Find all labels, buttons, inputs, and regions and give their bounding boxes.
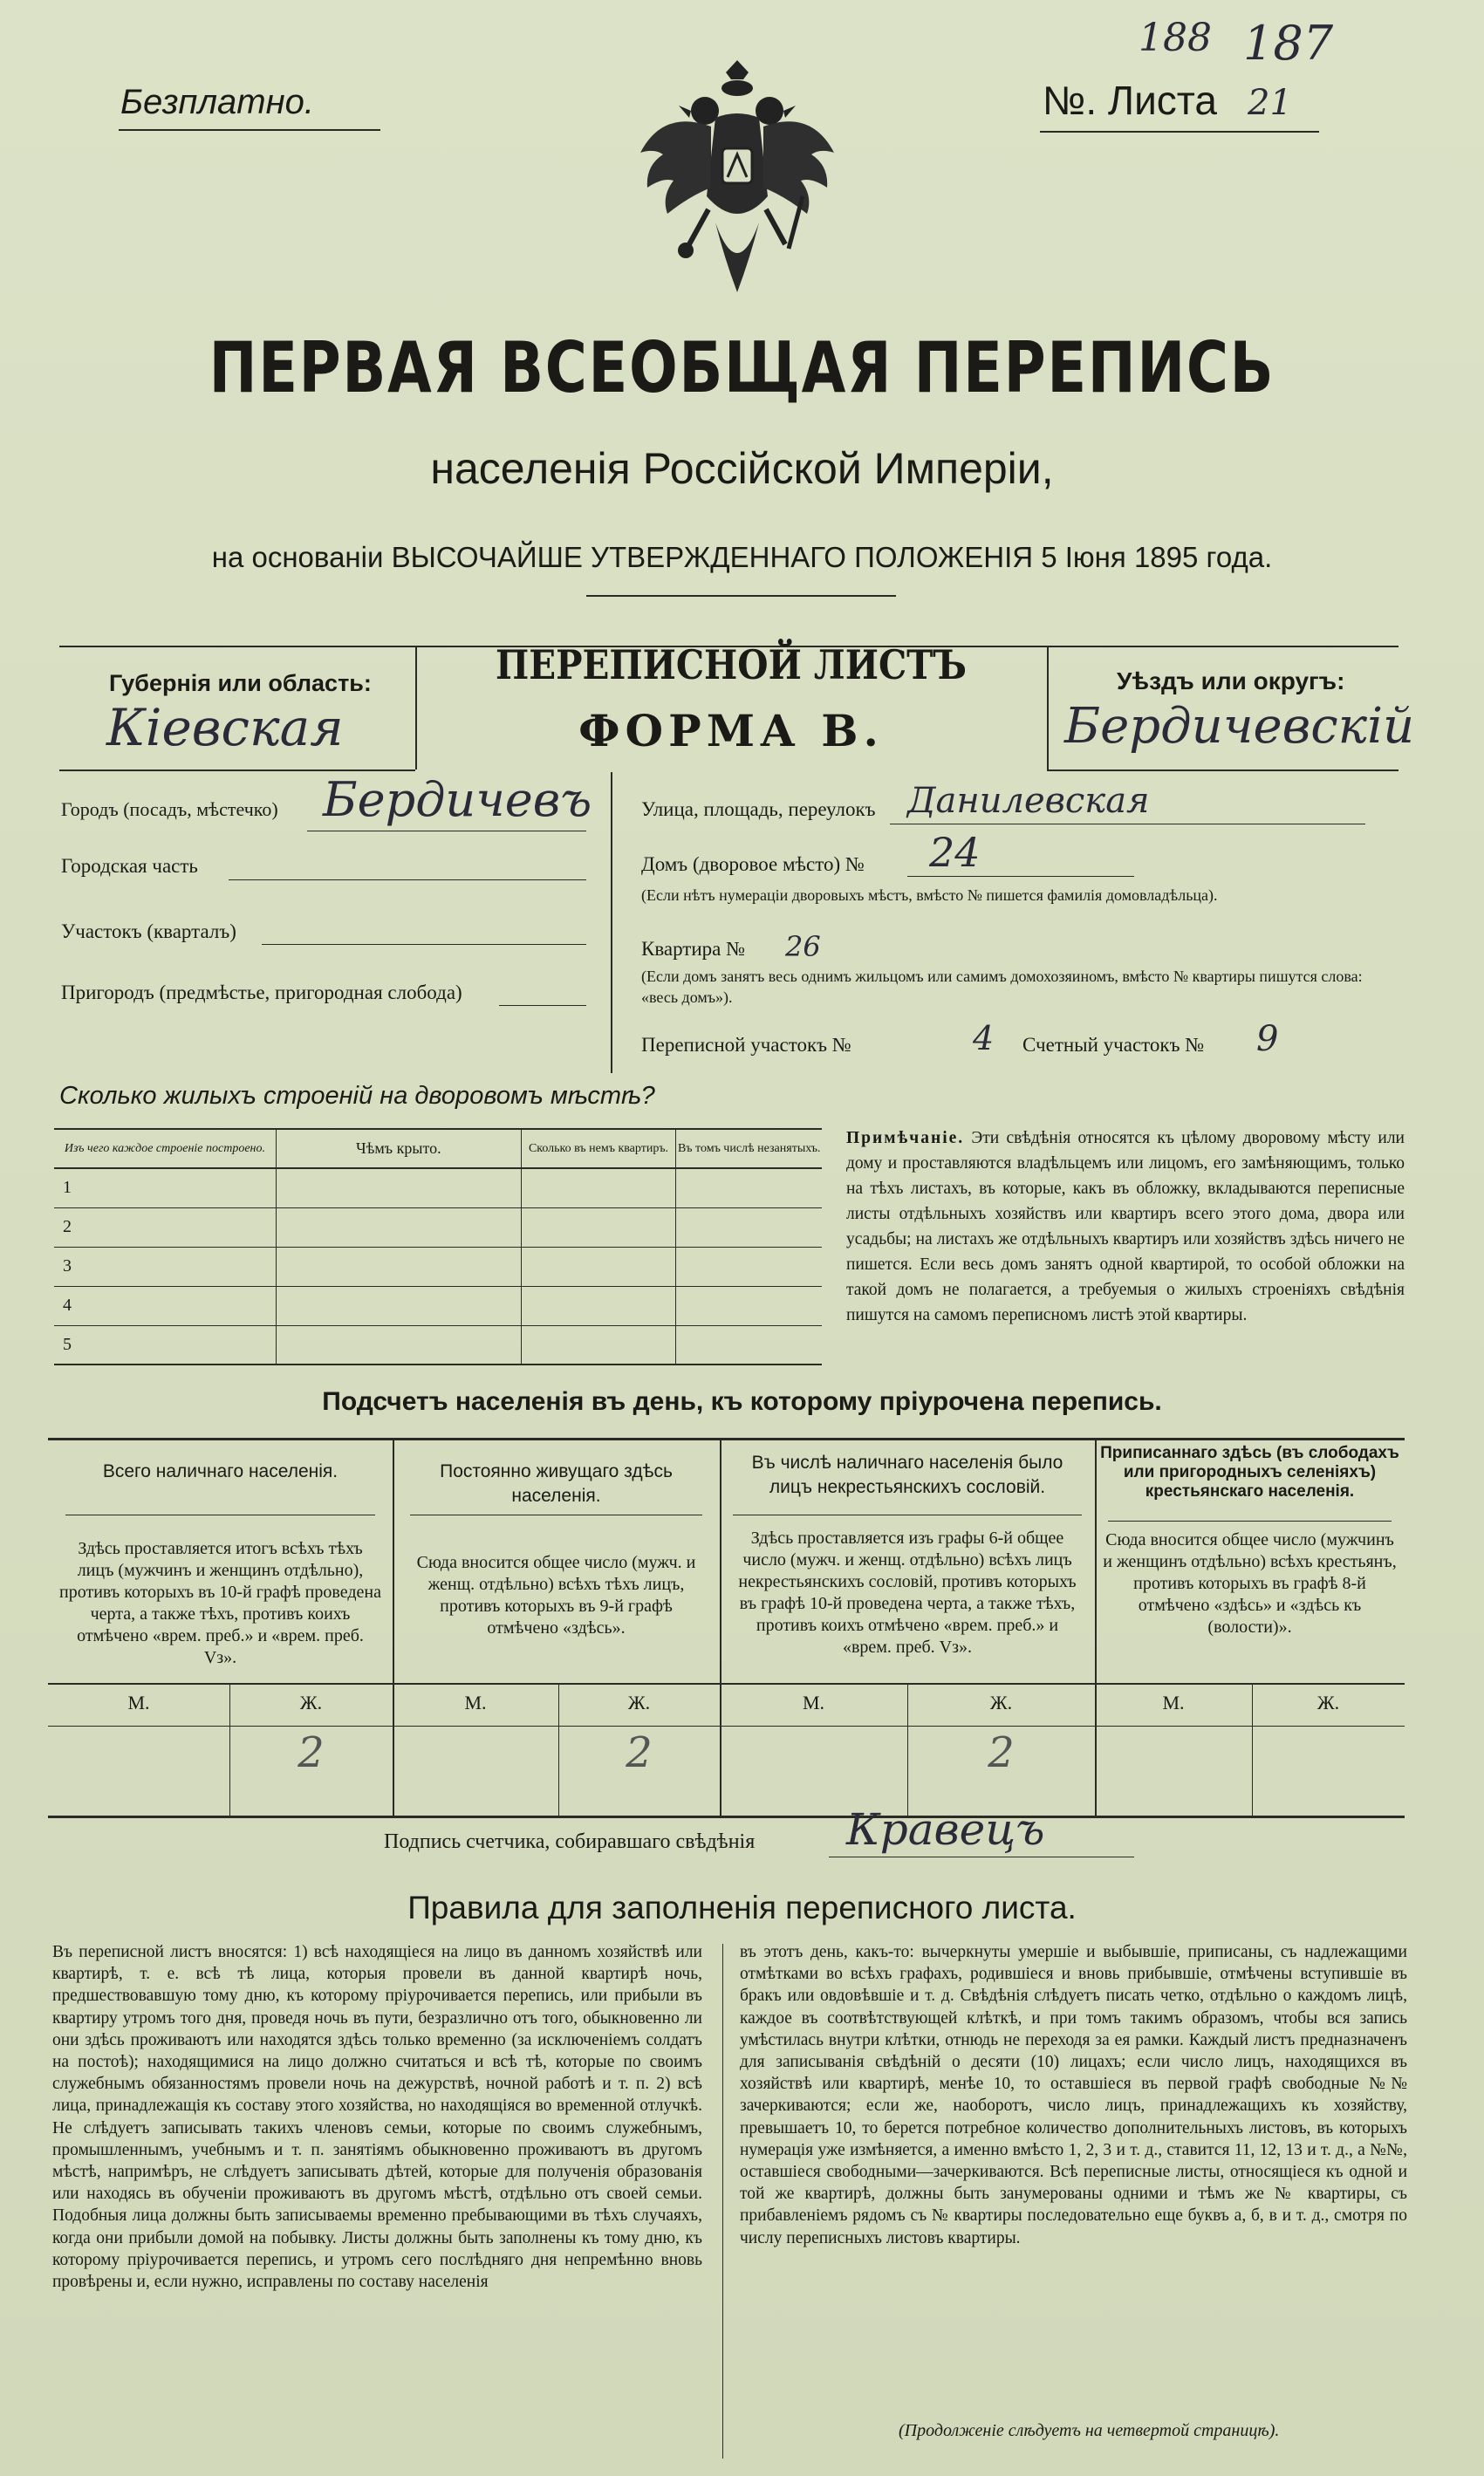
count-f-value: 2 bbox=[626, 1728, 653, 1777]
count-column-permanent bbox=[393, 1440, 720, 1662]
province-label: Губернія или область: bbox=[109, 670, 372, 696]
city-label: Городъ (посадъ, мѣстечко) bbox=[61, 798, 278, 820]
buildings-note bbox=[846, 1125, 1405, 1328]
district-label: Уѣздъ или округъ: bbox=[1117, 667, 1345, 694]
rules-title: Правила для заполненія переписного листа. bbox=[407, 1890, 1077, 1925]
province-value: Кіевская bbox=[106, 698, 344, 757]
count-f-label: Ж. bbox=[1316, 1692, 1340, 1713]
signature-value: Кравецъ bbox=[846, 1804, 1045, 1855]
count-f-label: Ж. bbox=[299, 1692, 323, 1713]
form-title: ПЕРЕПИСНОЙ ЛИСТЪ bbox=[495, 641, 968, 688]
buildings-header-vacant: Въ томъ числѣ незанятыхъ. bbox=[676, 1129, 822, 1168]
count-column-header: Въ числѣ наличнаго населенія было лицъ некрестьянскихъ сословій. bbox=[751, 1453, 1063, 1497]
census-area-value: 4 bbox=[973, 1019, 995, 1057]
street-label: Улица, площадь, переулокъ bbox=[641, 798, 876, 820]
count-column-text: Сюда вносится общее число (мужчинъ и женщинъ отдѣльно) всѣхъ крестьянъ, противъ которыхъ въ графѣ 8-й отмѣчено «здѣсь» и «здѣсь къ (волости)». bbox=[1103, 1530, 1397, 1637]
signature-label: Подпись счетчика, собиравшаго свѣдѣнія bbox=[384, 1830, 756, 1853]
count-f-label: Ж. bbox=[627, 1692, 651, 1713]
apartment-note: (Если домъ занятъ весь однимъ жильцомъ или самимъ домохозяиномъ, вмѣсто № квартиры пишутся слова: «весь домъ»). bbox=[641, 968, 1363, 1006]
rules-continued-note: (Продолженіе слѣдуетъ на четвертой страницѣ). bbox=[899, 2421, 1280, 2440]
count-column-header: Приписаннаго здѣсь (въ слободахъ или пригородныхъ селеніяхъ) крестьянскаго населенія. bbox=[1100, 1444, 1399, 1501]
count-f-value: 2 bbox=[988, 1728, 1015, 1777]
count-area-value: 9 bbox=[1256, 1019, 1279, 1059]
count-column-header: Всего наличнаго населенія. bbox=[102, 1461, 339, 1481]
buildings-row-number: 5 bbox=[54, 1325, 276, 1365]
buildings-row-number: 1 bbox=[54, 1168, 276, 1207]
count-m-label: М. bbox=[464, 1692, 487, 1713]
census-basis: на основаніи ВЫСОЧАЙШЕ УТВЕРЖДЕННАГО ПОЛОЖЕНІЯ 5 Іюня 1895 года. bbox=[211, 541, 1273, 573]
count-f-value: 2 bbox=[297, 1728, 325, 1777]
count-f-label: Ж. bbox=[989, 1692, 1013, 1713]
note-text: Эти свѣдѣнія относятся къ цѣлому дворовому мѣсту или дому и проставляются владѣльцемъ или лицомъ, его замѣняющимъ, только на тѣхъ листахъ, въ которые, какъ въ обложку, вкладываются переписные листы отдѣльныхъ хозяйствъ или квартиръ всего этого дома, двора или усадьбы; на листахъ же отдѣльныхъ квартиръ или хозяйствъ здѣсь ничего не пишется. Если весь домъ занятъ одной квартирой, то особой обложки на такой домъ не полагается, а требуемыя о жилыхъ строеніяхъ свѣдѣнія пишутся на самомъ переписномъ листѣ этой квартиры. bbox=[846, 1129, 1405, 1324]
rules-right-column: въ этотъ день, какъ-то: вычеркнуты умершіе и выбывшіе, приписаны, съ надлежащими отмѣтками во всѣхъ графахъ, родившіеся и вновь прибывшіе, отмѣчены вступившіе въ бракъ или овдовѣвшіе и т. д. Свѣдѣнія слѣдуетъ писать четко, отдѣльно о каждомъ лицѣ, каждое въ соотвѣтствующей клѣткѣ, и при томъ такимъ образомъ, чтобы вся запись умѣстилась внутри клѣтки, отнюдь не переходя за ея рамки. Каждый листъ предназначенъ для записыванія свѣдѣній о десяти (10) лицахъ; если число лицъ, находящихся въ хозяйствѣ или квартирѣ, менѣе 10, то оставшіеся въ первой графѣ свободные №№ зачеркиваются; если же, наоборотъ, число лицъ, принадлежащихъ къ хозяйству, превышаетъ 10, то берется потребное количество дополнительныхъ листовъ, въ которыхъ нумерація уже измѣняется, а именно вмѣсто 1, 2, 3 и т. д., ставится 11, 12, 13 и т. д., а №№, оставшіеся свободными—зачеркиваются. Всѣ переписные листы, относящіеся къ одной и той же квартирѣ, должны быть занумерованы одними и тѣмъ же № квартиры, съ прибавленіемъ рядомъ съ № квартиры последовательно еще буквъ а, б, в и т. д., смотря по числу переписныхъ листовъ квартиры. bbox=[740, 1943, 1407, 2247]
double-headed-eagle-emblem bbox=[628, 57, 846, 310]
house-label: Домъ (дворовое мѣсто) № bbox=[641, 853, 865, 875]
house-note: (Если нѣтъ нумераціи дворовыхъ мѣстъ, вмѣсто № пишется фамилія домовладѣльца). bbox=[641, 886, 1218, 904]
district-value: Бердичевскій bbox=[1064, 698, 1415, 755]
city-part-label: Городская часть bbox=[61, 855, 198, 877]
corner-number-1: 188 bbox=[1139, 16, 1212, 60]
precinct-label: Участокъ (кварталъ) bbox=[61, 920, 236, 942]
form-subtitle: ФОРМА В. bbox=[578, 705, 884, 756]
count-column-total bbox=[48, 1440, 393, 1678]
house-value: 24 bbox=[929, 829, 981, 876]
apartment-value: 26 bbox=[785, 930, 821, 963]
rules-left-column: Въ переписной листъ вносятся: 1) всѣ находящіеся на лицо въ данномъ хозяйствѣ или квартирѣ, т. е. всѣ тѣ лица, которыя провели въ данной квартирѣ ночь, предшествовавшую тому дню, къ которому пріурочивается перепись, или прибыли въ квартиру утромъ того дня, проведя ночь въ пути, безразлично отъ того, обыкновенно ли они здѣсь проживаютъ или находятся здѣсь только временно (за исключеніемъ солдатъ на постоѣ); находящимися на лицо должно считаться и всѣ тѣ, которые по своимъ служебнымъ обязанностямъ провели ночь на дежурствѣ, ночной работѣ и т. п. 2) всѣ лица, принадлежащія къ составу этого хозяйства, но находящіяся во временной отлучкѣ. Не слѣдуетъ записывать такихъ членовъ семьи, которые по своимъ служебнымъ, промышленнымъ, учебнымъ и т. п. занятіямъ обыкновенно проживаютъ въ другомъ мѣстѣ, напримѣръ, не слѣдуетъ записывать дѣтей, которые для полученія образованія или находясь въ обученіи проживаютъ въ другомъ мѣстѣ, отдѣльно отъ своей семьи. Подобныя лица должны быть записываемы временно пребывающими въ тѣхъ случаяхъ, когда они прибыли домой на побывку. Листы должны быть заполнены къ тому дню, къ которому пріурочивается перепись, и утромъ сего послѣдняго дня непремѣнно вновь провѣрены и, если нужно, исправлены по составу населенія bbox=[52, 1943, 702, 2292]
street-value: Данилевская bbox=[907, 781, 1150, 821]
note-title: Примѣчаніе. bbox=[846, 1129, 965, 1147]
buildings-header-material: Изъ чего каждое строеніе построено. bbox=[54, 1129, 276, 1168]
count-title: Подсчетъ населенія въ день, къ которому пріурочена перепись. bbox=[322, 1387, 1162, 1416]
buildings-header-roof: Чѣмъ крыто. bbox=[276, 1129, 521, 1168]
free-label: Безплатно. bbox=[120, 83, 314, 121]
count-column-non-peasant bbox=[720, 1440, 1095, 1665]
count-m-label: М. bbox=[1162, 1692, 1185, 1713]
sheet-label: №. Листа bbox=[1043, 78, 1217, 123]
buildings-row-number: 4 bbox=[54, 1286, 276, 1325]
census-subtitle: населенія Россійской Имперіи, bbox=[430, 444, 1054, 493]
city-value: Бердичевъ bbox=[323, 772, 592, 827]
census-area-label: Переписной участокъ № bbox=[641, 1034, 851, 1056]
suburb-label: Пригородъ (предмѣстье, пригородная слобода) bbox=[61, 982, 462, 1003]
count-column-text: Здѣсь проставляется изъ графы 6-й общее число (мужч. и женщ. отдѣльно) всѣхъ лицъ некрестьянскихъ сословій, противъ которыхъ въ графѣ 10-й проведена черта, а также тѣхъ, противъ коихъ отмѣчено «врем. преб.» и «врем. преб. Vз». bbox=[738, 1529, 1077, 1657]
count-table bbox=[48, 1438, 1405, 1818]
buildings-table bbox=[54, 1128, 822, 1365]
count-column-text: Здѣсь проставляется итогъ всѣхъ тѣхъ лицъ (мужчинъ и женщинъ отдѣльно), противъ которыхъ въ 10-й графѣ проведена черта, а также тѣхъ, противъ коихъ отмѣчено «врем. преб.» и «врем. преб. Vз». bbox=[59, 1539, 381, 1667]
buildings-row-number: 3 bbox=[54, 1247, 276, 1286]
count-column-header: Постоянно живущаго здѣсь населенія. bbox=[440, 1461, 673, 1506]
buildings-header-apartments: Сколько въ немъ квартиръ. bbox=[521, 1129, 676, 1168]
census-title: ПЕРВАЯ ВСЕОБЩАЯ ПЕРЕПИСЬ bbox=[209, 327, 1275, 408]
buildings-row-number: 2 bbox=[54, 1207, 276, 1247]
corner-number-2: 187 bbox=[1243, 16, 1334, 71]
count-column-text: Сюда вносится общее число (мужч. и женщ. отдѣльно) всѣхъ тѣхъ лицъ, противъ которыхъ въ 9-й графѣ отмѣчено «здѣсь». bbox=[416, 1553, 696, 1638]
buildings-question: Сколько жилыхъ строеній на дворовомъ мѣстѣ? bbox=[59, 1082, 655, 1110]
count-column-peasant bbox=[1095, 1440, 1405, 1647]
apartment-label: Квартира № bbox=[641, 938, 746, 960]
count-m-label: М. bbox=[802, 1692, 825, 1713]
sheet-number: 21 bbox=[1248, 83, 1292, 123]
count-area-label: Счетный участокъ № bbox=[1022, 1034, 1205, 1056]
count-m-label: М. bbox=[127, 1692, 150, 1713]
